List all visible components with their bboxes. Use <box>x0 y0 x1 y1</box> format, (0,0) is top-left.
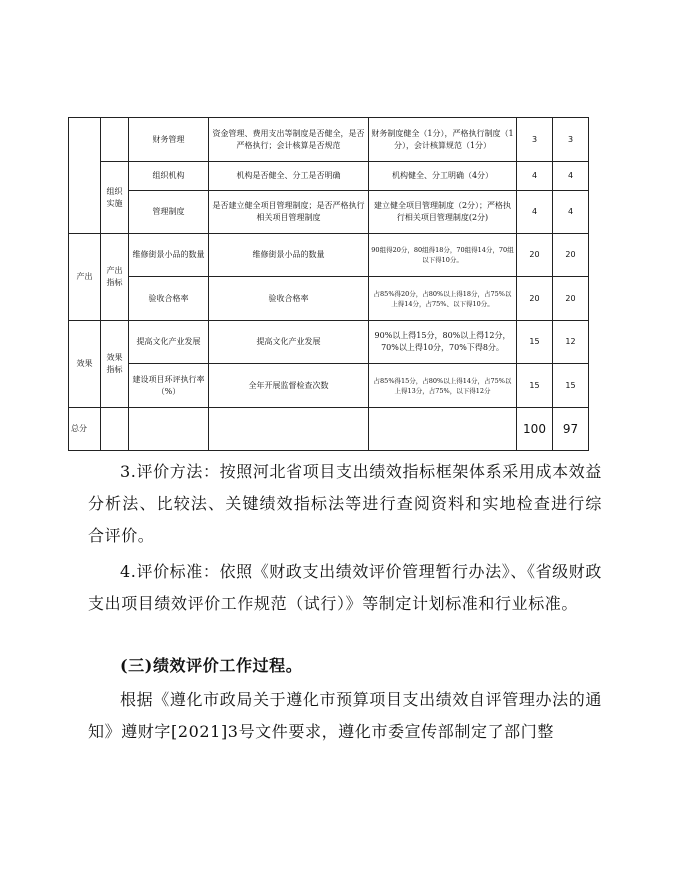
subcategory-cell: 组织实施 <box>101 162 129 234</box>
criteria-cell: 90%以上得15分，80%以上得12分，70%以上得10分，70%下得8分。 <box>369 321 517 364</box>
score-cell: 12 <box>553 321 589 364</box>
weight-cell: 15 <box>517 364 553 408</box>
score-table <box>68 117 589 451</box>
subcategory-cell <box>101 118 129 162</box>
sub-indicator-cell: 组织机构 <box>129 162 209 191</box>
table-row <box>69 162 589 191</box>
sub-indicator-cell: 验收合格率 <box>129 277 209 321</box>
criteria-cell: 财务制度健全（1分），严格执行制度（1分），会计核算规范（1分） <box>369 118 517 162</box>
score-cell: 3 <box>553 118 589 162</box>
subcategory-cell: 效果指标 <box>101 321 129 408</box>
total-row <box>69 408 589 451</box>
weight-cell: 20 <box>517 234 553 277</box>
indicator-cell: 维修街景小品的数量 <box>209 234 369 277</box>
indicator-cell: 全年开展监督检查次数 <box>209 364 369 408</box>
indicator-cell: 验收合格率 <box>209 277 369 321</box>
total-weight: 100 <box>517 408 553 451</box>
score-cell: 4 <box>553 191 589 234</box>
sub-indicator-cell: 财务管理 <box>129 118 209 162</box>
criteria-cell: 建立健全项目管理制度（2分）；严格执行相关项目管理制度(2分) <box>369 191 517 234</box>
sub-indicator-cell: 提高文化产业发展 <box>129 321 209 364</box>
sub-indicator-cell: 维修街景小品的数量 <box>129 234 209 277</box>
indicator-cell: 是否建立健全项目管理制度；是否严格执行相关项目管理制度 <box>209 191 369 234</box>
weight-cell: 4 <box>517 162 553 191</box>
criteria-cell: 占85%得15分，占80%以上得14分，占75%以上得13分，占75%，以下得12分 <box>369 364 517 408</box>
category-cell: 效果 <box>69 321 101 408</box>
indicator-cell: 机构是否健全、分工是否明确 <box>209 162 369 191</box>
table-row <box>69 364 589 408</box>
category-cell: 产出 <box>69 234 101 321</box>
weight-cell: 15 <box>517 321 553 364</box>
total-label: 总分 <box>69 408 101 451</box>
criteria-cell: 机构健全、分工明确（4分） <box>369 162 517 191</box>
subcategory-cell: 产出指标 <box>101 234 129 321</box>
score-cell: 15 <box>553 364 589 408</box>
criteria-cell: 占85%得20分，占80%以上得18分，占75%以上得14分，占75%、以下得10分。 <box>369 277 517 321</box>
table-row <box>69 321 589 364</box>
weight-cell: 20 <box>517 277 553 321</box>
total-score: 97 <box>553 408 589 451</box>
sub-indicator-cell: 建设项目环评执行率（%） <box>129 364 209 408</box>
category-cell <box>69 118 101 234</box>
score-cell: 20 <box>553 234 589 277</box>
indicator-cell: 提高文化产业发展 <box>209 321 369 364</box>
indicator-cell: 资金管理、费用支出等制度是否健全，是否严格执行；会计核算是否规范 <box>209 118 369 162</box>
weight-cell: 3 <box>517 118 553 162</box>
sub-indicator-cell: 管理制度 <box>129 191 209 234</box>
weight-cell: 4 <box>517 191 553 234</box>
criteria-cell: 90组得20分，80组得18分，70组得14分，70组以下得10分。 <box>369 234 517 277</box>
evaluation-method-paragraph: 3.评价方法：按照河北省项目支出绩效指标框架体系采用成本效益分析法、比较法、关键绩效指标法等进行查阅资料和实地检查进行综合评价。 <box>88 462 602 545</box>
score-cell: 4 <box>553 162 589 191</box>
evaluation-standard-paragraph: 4.评价标准：依照《财政支出绩效评价管理暂行办法》、《省级财政支出项目绩效评价工作规范（试行）》等制定计划标准和行业标准。 <box>88 562 602 613</box>
table-row <box>69 277 589 321</box>
table-row <box>69 191 589 234</box>
section-heading: (三)绩效评价工作过程。 <box>120 656 303 675</box>
score-cell: 20 <box>553 277 589 321</box>
process-paragraph: 根据《遵化市政局关于遵化市预算项目支出绩效自评管理办法的通知》遵财字[2021]3号文件要求，遵化市委宣传部制定了部门整 <box>88 690 602 741</box>
table-row <box>69 234 589 277</box>
table-row <box>69 118 589 162</box>
